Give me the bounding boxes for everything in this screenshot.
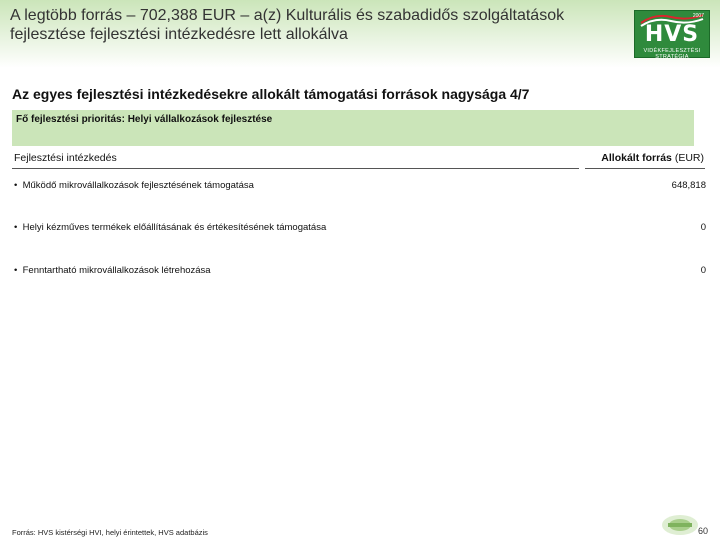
page-number: 60 [697,526,708,536]
hvs-logo [634,10,710,58]
column-header-unit: (EUR) [671,152,704,164]
row-label [14,222,326,233]
row-value: 0 [700,265,706,276]
priority-label: Fő fejlesztési prioritás: Helyi vállalkozások fejlesztése [16,114,273,125]
logo-sub-text: VIDÉKFEJLESZTÉSI STRATÉGIA [643,48,701,60]
logo-top-text: 2007 [692,13,704,19]
section-title: Az egyes fejlesztési intézkedésekre allokált támogatási források nagysága 4/7 [12,86,530,102]
bullet-icon: • [14,180,18,191]
column-header-measure: Fejlesztési intézkedés [14,152,117,164]
header-divider-right [585,168,705,169]
column-header-allocated-label: Allokált forrás [601,152,672,164]
bullet-icon: • [14,222,18,233]
column-header-allocated [601,152,704,164]
table-row [14,222,706,236]
priority-box [12,110,694,146]
header-band [0,0,720,68]
row-label-text: Fenntartható mikrovállalkozások létrehozása [22,265,211,276]
row-value: 648,818 [671,180,706,191]
row-label-text: Helyi kézműves termékek előállításának és értékesítésének támogatása [22,222,327,233]
footer-logo-icon [660,512,700,538]
row-value: 0 [700,222,706,233]
bullet-icon: • [14,265,18,276]
row-label [14,265,211,276]
header-divider-left [12,168,579,169]
row-label [14,180,254,191]
page-title: A legtöbb forrás – 702,388 EUR – a(z) Kulturális és szabadidős szolgáltatások fejlesztése fejlesztési intézkedésre lett allokálva [10,7,565,43]
table-row [14,180,706,194]
row-label-text: Működő mikrovállalkozások fejlesztésének támogatása [22,180,254,191]
source-note: Forrás: HVS kistérségi HVI, helyi érintettek, HVS adatbázis [12,528,208,537]
logo-main-text: HVS [644,22,700,47]
table-row [14,265,706,279]
